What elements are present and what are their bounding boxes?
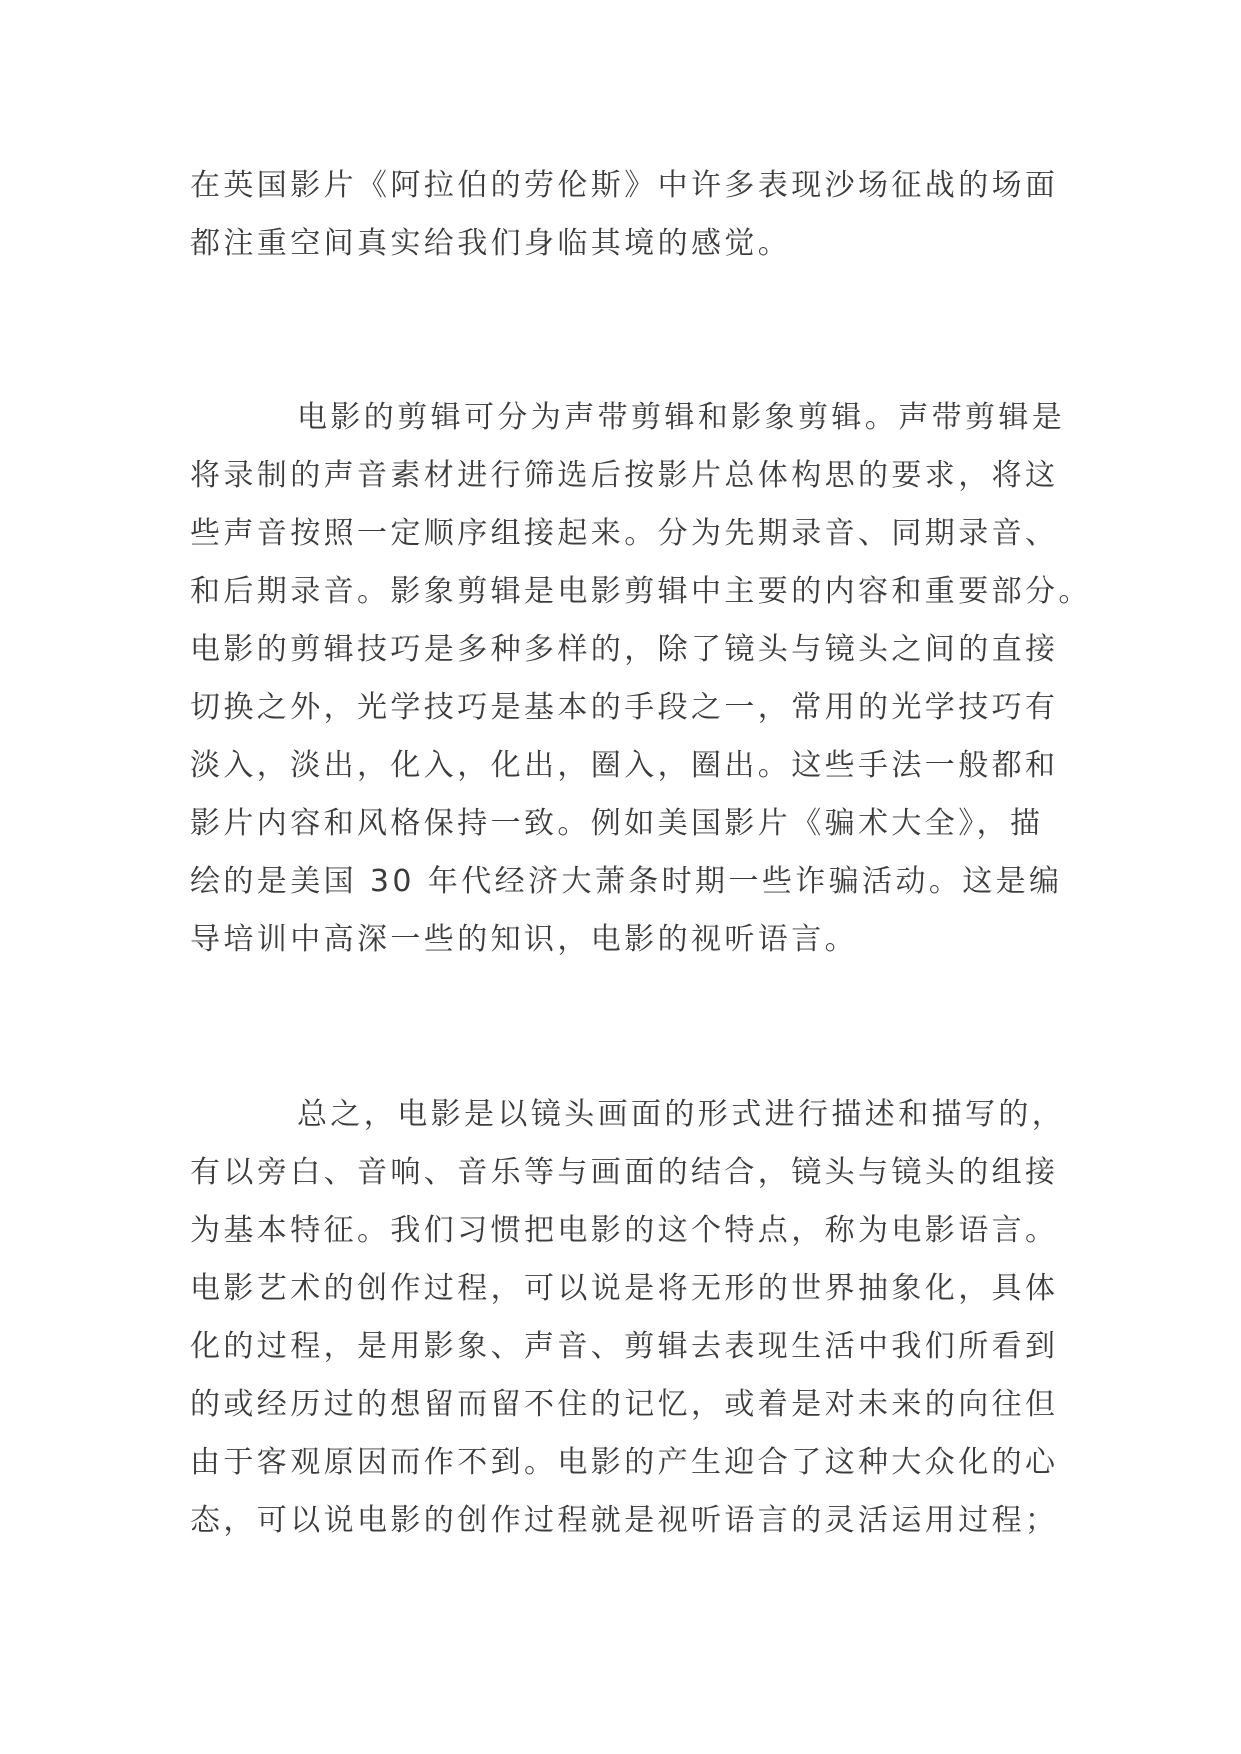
paragraph-line: 由于客观原因而作不到。电影的产生迎合了这种大众化的心	[190, 1445, 1059, 1480]
paragraph-line: 些声音按照一定顺序组接起来。分为先期录音、同期录音、	[190, 516, 1059, 551]
paragraph-line: 影片内容和风格保持一致。例如美国影片《骗术大全》，描	[190, 806, 1044, 841]
paragraph-line: 和后期录音。影象剪辑是电影剪辑中主要的内容和重要部分。	[190, 574, 1092, 609]
paragraph-line: 总之，电影是以镜头画面的形式进行描述和描写的，	[297, 1097, 1066, 1132]
paragraph-line: 将录制的声音素材进行筛选后按影片总体构思的要求，将这	[190, 458, 1059, 493]
paragraph-line: 切换之外，光学技巧是基本的手段之一，常用的光学技巧有	[190, 690, 1059, 725]
paragraph-line: 电影的剪辑可分为声带剪辑和影象剪辑。声带剪辑是	[297, 400, 1066, 435]
paragraph-line: 都注重空间真实给我们身临其境的感觉。	[190, 226, 792, 261]
paragraph-line: 绘的是美国 30 年代经济大萧条时期一些诈骗活动。这是编	[190, 864, 1063, 899]
paragraph-line: 电影艺术的创作过程，可以说是将无形的世界抽象化，具体	[190, 1271, 1059, 1306]
paragraph-line: 态，可以说电影的创作过程就是视听语言的灵活运用过程；	[190, 1503, 1059, 1538]
paragraph-line: 化的过程，是用影象、声音、剪辑去表现生活中我们所看到	[190, 1329, 1059, 1364]
paragraph-line: 在英国影片《阿拉伯的劳伦斯》中许多表现沙场征战的场面	[190, 168, 1059, 203]
paragraph-line: 电影的剪辑技巧是多种多样的，除了镜头与镜头之间的直接	[190, 632, 1059, 667]
paragraph-line: 有以旁白、音响、音乐等与画面的结合，镜头与镜头的组接	[190, 1155, 1059, 1190]
paragraph-line: 为基本特征。我们习惯把电影的这个特点，称为电影语言。	[190, 1213, 1059, 1248]
paragraph-line: 淡入，淡出，化入，化出，圈入，圈出。这些手法一般都和	[190, 748, 1059, 783]
paragraph-line: 的或经历过的想留而留不住的记忆，或着是对未来的向往但	[190, 1387, 1059, 1422]
paragraph-line: 导培训中高深一些的知识，电影的视听语言。	[190, 922, 858, 957]
